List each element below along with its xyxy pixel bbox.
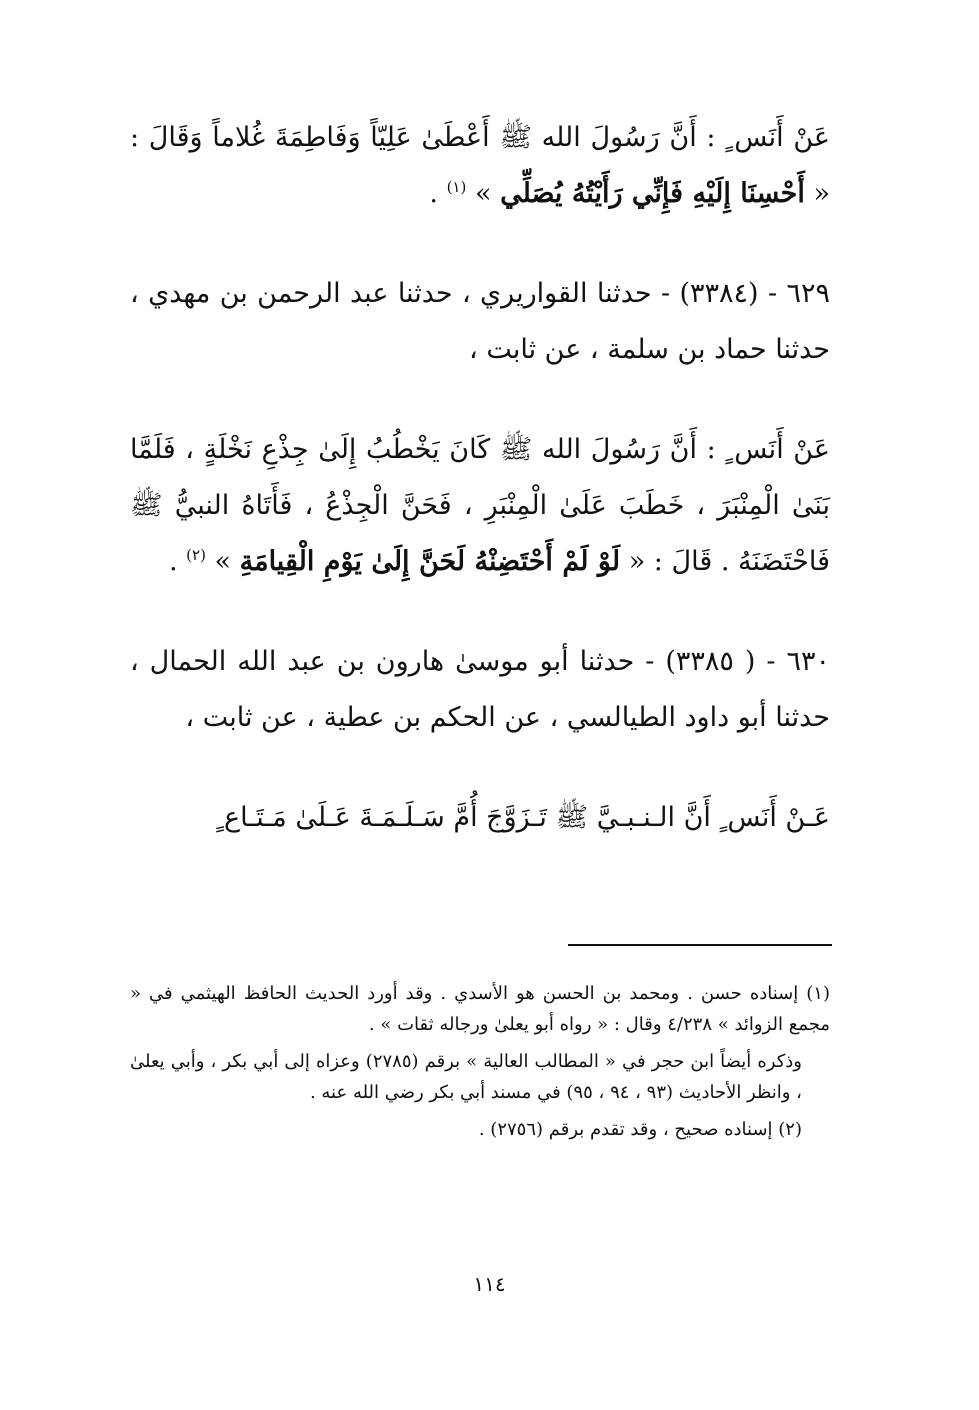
quote-close: » bbox=[214, 546, 232, 577]
footnote-1-continued: وذكره أيضاً ابن حجر في « المطالب العالية » برقم (٢٧٨٥) وعزاه إلى أبي بكر ، وأبي يعلىٰ ، وانظر الأحاديث (٩٣ ، ٩٤ ، ٩٥) في مسند أبي بكر رضي الله عنه . bbox=[130, 1051, 802, 1103]
footnote-ref-2[interactable]: (٢) bbox=[186, 546, 206, 564]
footnote-divider bbox=[568, 944, 832, 946]
footnote-ref-1[interactable]: (١) bbox=[446, 178, 467, 196]
footnote-1: (١) إسناده حسن . ومحمد بن الحسن هو الأسدي . وقد أورد الحديث الحافظ الهيثمي في « مجمع الزوائد » ٤/٢٣٨ وقال : « رواه أبو يعلىٰ ورجاله ثقات » . bbox=[130, 983, 830, 1035]
hadith-630-text: عَـنْ أَنَس ٍ أَنَّ الـنـبـيَّ ﷺ تَـزَوَّجَ أُمَّ سَـلَـمَـةَ عَـلَىٰ مَـتَـاع ٍ bbox=[216, 802, 830, 833]
prophet-quote: لَوْ لَمْ أَحْتَضِنْهُ لَحَنَّ إِلَىٰ يَوْمِ الْقِيامَةِ bbox=[239, 546, 621, 577]
prophet-quote: أَحْسِنَا إِلَيْهِ فَإِنِّي رَأَيْتُهُ يُصَلِّي bbox=[500, 178, 805, 209]
sentence-end: . bbox=[429, 178, 438, 209]
hadith-628-text bbox=[130, 110, 830, 222]
hadith-630-isnad: ٦٣٠ - ( ٣٣٨٥) - حدثنا أبو موسىٰ هارون بن عبد الله الحمال ، حدثنا أبو داود الطيالسي ، عن الحكم بن عطية ، عن ثابت ، bbox=[130, 646, 830, 733]
sentence-end: . bbox=[168, 546, 178, 577]
hadith-629-isnad: ٦٢٩ - (٣٣٨٤) - حدثنا القواريري ، حدثنا عبد الرحمن بن مهدي ، حدثنا حماد بن سلمة ، عن ثابت ، bbox=[130, 278, 830, 365]
hadith-body: أَنَّ رَسُولَ الله ﷺ كَانَ يَخْطُبُ إِلَىٰ جِذْعِ نَخْلَةٍ ، فَلَمَّا بَنَىٰ الْمِنْبَرَ ، خَطَبَ عَلَىٰ الْمِنْبَرِ ، فَحَنَّ الْجِذْعُ ، فَأَتَاهُ النبيُّ ﷺ فَاحْتَضَنَهُ . قَالَ : « bbox=[130, 434, 830, 577]
narrator: عَنْ أَنَس ٍ : bbox=[706, 434, 830, 465]
footnotes bbox=[130, 978, 830, 1151]
footnote-2: (٢) إسناده صحيح ، وقد تقدم برقم (٢٧٥٦) . bbox=[478, 1119, 802, 1140]
main-text bbox=[130, 110, 830, 846]
page-number: ١١٤ bbox=[473, 1272, 506, 1296]
hadith-629-text bbox=[130, 422, 830, 590]
hadith-body: أَنَّ رَسُولَ الله ﷺ أَعْطَىٰ عَلِيّاً وَفَاطِمَةَ غُلاماً وَقَالَ : « bbox=[130, 122, 830, 209]
narrator: عَنْ أَنَس ٍ : bbox=[706, 122, 830, 153]
quote-close: » bbox=[474, 178, 492, 209]
